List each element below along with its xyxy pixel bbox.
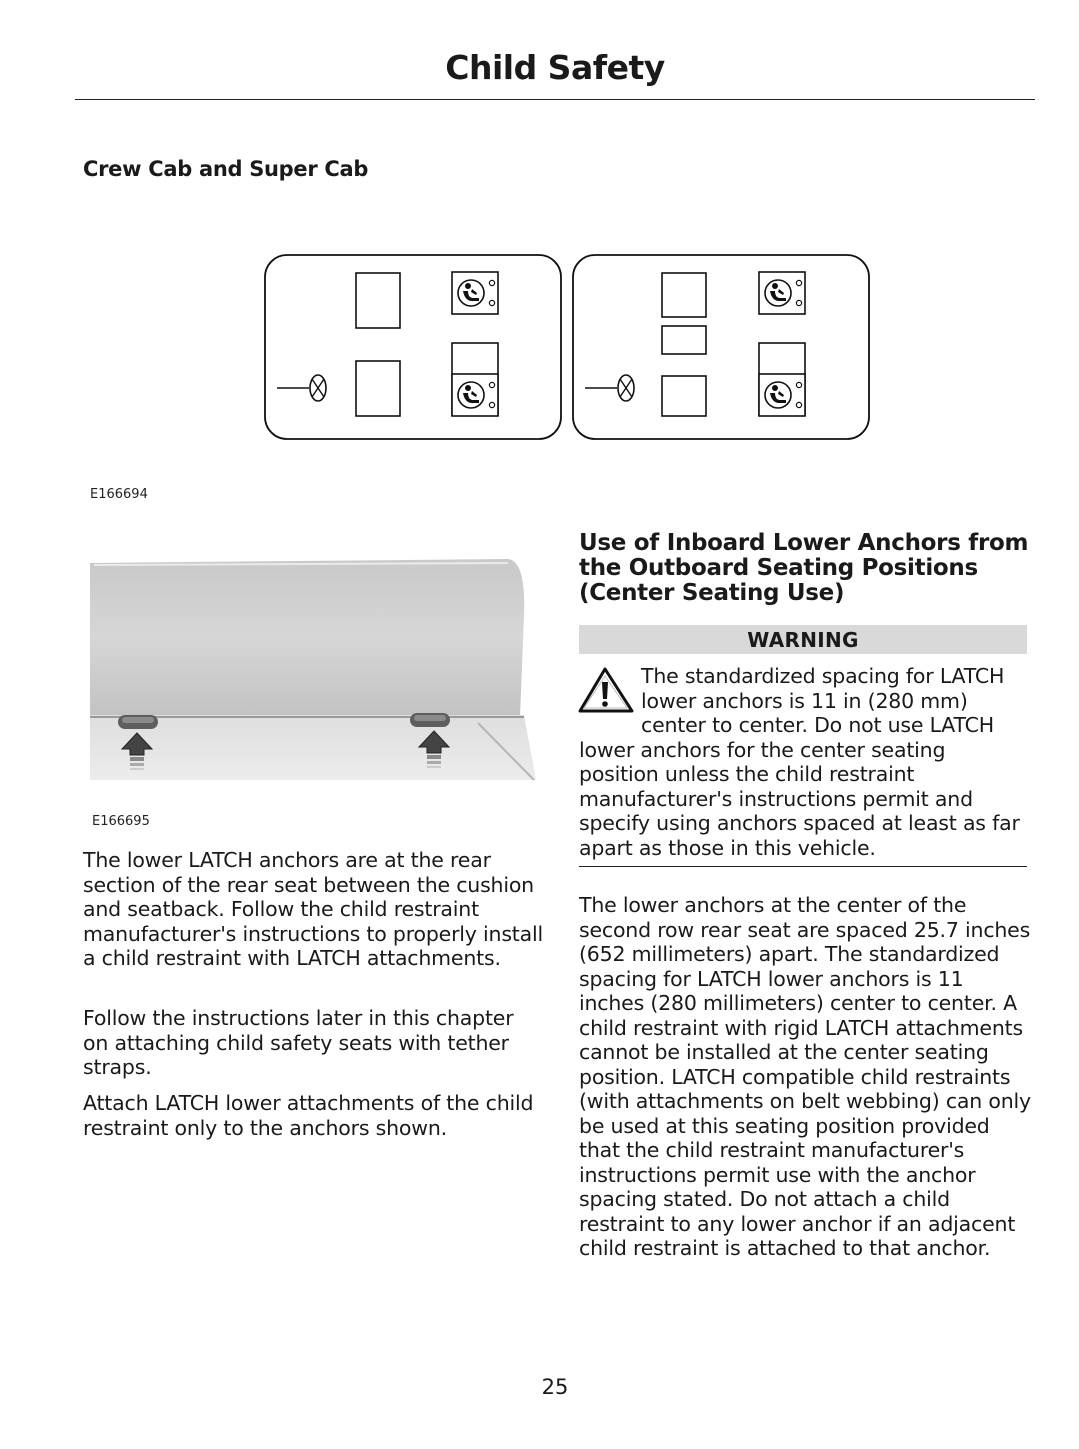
diagram-figure-code: E166694 — [90, 487, 148, 502]
page-number: 25 — [541, 1375, 569, 1399]
warning-label: WARNING — [579, 625, 1027, 654]
warning-body: The standardized spacing for LATCH lower anchors is 11 in (280 mm) center to center. Do not use LATCH lower anchors for the center seating position unless the child restraint manufacturer's instructions permit and specify using anchors spaced at least as far apart as those in this vehicle. — [579, 664, 1020, 860]
title-divider — [75, 99, 1035, 100]
super-cab-panel — [573, 255, 869, 439]
latch-location-paragraph: The lower LATCH anchors are at the rear section of the rear seat between the cushion and seatback. Follow the child restraint manufacturer's instructions to properly install a child restraint with LATCH attachments. — [83, 848, 543, 970]
page-title: Child Safety — [445, 48, 665, 87]
attach-latch-paragraph: Attach LATCH lower attachments of the child restraint only to the anchors shown. — [83, 1091, 534, 1140]
seating-anchor-diagram — [262, 252, 872, 442]
section-heading: Crew Cab and Super Cab — [83, 157, 369, 181]
inboard-anchors-heading: Use of Inboard Lower Anchors from the Outboard Seating Positions (Center Seating Use) — [579, 530, 1029, 606]
crew-cab-panel — [265, 255, 561, 439]
warning-text — [579, 664, 1031, 860]
center-anchors-paragraph: The lower anchors at the center of the second row rear seat are spaced 25.7 inches (652 millimeters) apart. The standardized spacing for LATCH lower anchors is 11 inches (280 millimeters) center to center. A child restraint with rigid LATCH attachments cannot be installed at the center seating position. LATCH compatible child restraints (with attachments on belt webbing) can only be used at this seating position provided that the child restraint manufacturer's instructions permit use with the anchor spacing stated. Do not attach a child restraint to any lower anchor if an adjacent child restraint is attached to that anchor. — [579, 893, 1031, 1260]
warning-divider — [579, 866, 1027, 867]
tether-instructions-paragraph: Follow the instructions later in this chapter on attaching child safety seats with tether straps. — [83, 1006, 514, 1079]
photo-figure-code: E166695 — [92, 814, 150, 829]
seat-anchor-photo — [88, 555, 538, 785]
